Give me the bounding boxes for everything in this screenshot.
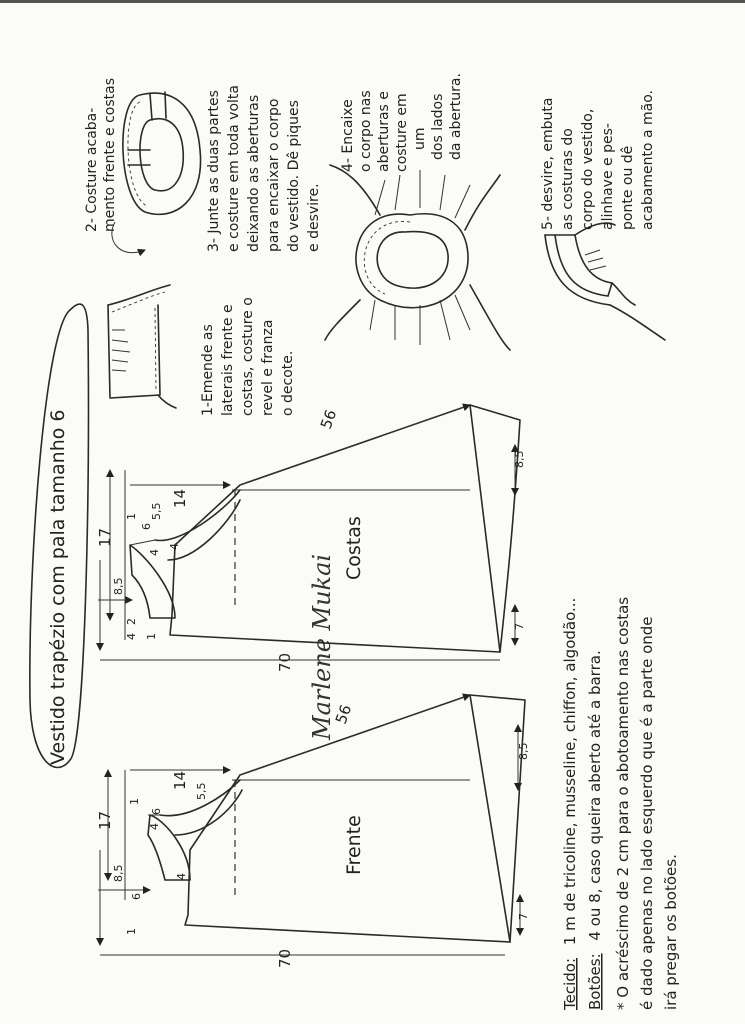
note-line-2: é dado apenas no lado esquerdo que é a parte onde (638, 616, 656, 1010)
back-dim-8-5-hem: 8,5 (513, 450, 526, 468)
front-dim-6b: 6 (130, 893, 143, 900)
front-dim-5-5: 5,5 (195, 782, 208, 800)
front-dim-70: 70 (276, 948, 294, 968)
front-dim-4a: 4 (148, 823, 161, 830)
back-dim-6: 6 (140, 523, 153, 530)
front-label: Frente (343, 815, 365, 875)
front-dim-17: 17 (96, 810, 114, 830)
back-dim-2: 2 (125, 618, 138, 625)
back-dim-14: 14 (171, 488, 189, 508)
fabric-line (561, 598, 579, 1011)
front-dim-14: 14 (171, 770, 189, 790)
front-dim-7: 7 (517, 913, 530, 920)
page-title: Vestido trapézio com pala tamanho 6 (47, 409, 69, 765)
back-dim-56: 56 (316, 407, 341, 432)
step3-text: 3- Junte as duas partes e costure em toda volta deixando as aberturas para encaixar o corpo do vestido. Dê piques e desvire. (206, 85, 322, 252)
front-dim-8-5: 8,5 (112, 864, 125, 882)
buttons-label: Botões: (586, 953, 604, 1010)
back-dim-7: 7 (513, 623, 526, 630)
notes-block (561, 597, 680, 1011)
buttons-line (586, 650, 604, 1010)
back-dim-70: 70 (276, 652, 294, 672)
back-dim-1b: 1 (145, 633, 158, 640)
back-dim-4b: 4 (168, 543, 181, 550)
step5-illustration (545, 223, 665, 340)
fabric-text: 1 m de tricoline, musseline, chiffon, algodão... (561, 597, 579, 946)
back-dim-1a: 1 (125, 513, 138, 520)
back-dim-17: 17 (96, 527, 114, 547)
front-dim-4b: 4 (175, 873, 188, 880)
step4-illustration (325, 165, 510, 350)
back-dim-4a: 4 (148, 549, 161, 556)
note-line-3: irá pregar os botões. (662, 854, 680, 1010)
front-dim-1b: 1 (125, 928, 138, 935)
fabric-label: Tecido: (561, 957, 579, 1010)
step1-illustration (108, 285, 176, 408)
title-group (30, 304, 89, 767)
step5-text: 5- desvire, embuta as costuras do corpo do vestido, alinhave e pes- ponte ou dê acabamento a mão. (540, 90, 656, 230)
buttons-text: 4 ou 8, caso queira aberto até a barra. (586, 650, 604, 941)
back-label: Costas (343, 516, 365, 580)
note-line-1: * O acréscimo de 2 cm para o abotoamento nas costas (614, 596, 632, 1010)
back-dim-8-5: 8,5 (112, 577, 125, 595)
front-dim-56: 56 (331, 702, 356, 727)
front-dim-8-5-hem: 8,5 (517, 742, 530, 760)
step2-text: 2- Costure acaba- mento frente e costas (84, 77, 118, 232)
step4-text: 4- Encaixe o corpo nas aberturas e costure em um dos lados da abertura. (340, 73, 464, 172)
front-dim-6a: 6 (150, 808, 163, 815)
step1-text: 1-Emende as laterais frente e costas, costure o revel e franza o decote. (200, 297, 296, 416)
signature: Marlene Mukai (308, 553, 336, 740)
front-dim-1a: 1 (128, 798, 141, 805)
step2-illustration (112, 92, 201, 253)
back-dim-4c: 4 (125, 633, 138, 640)
back-dim-5-5: 5,5 (150, 502, 163, 520)
